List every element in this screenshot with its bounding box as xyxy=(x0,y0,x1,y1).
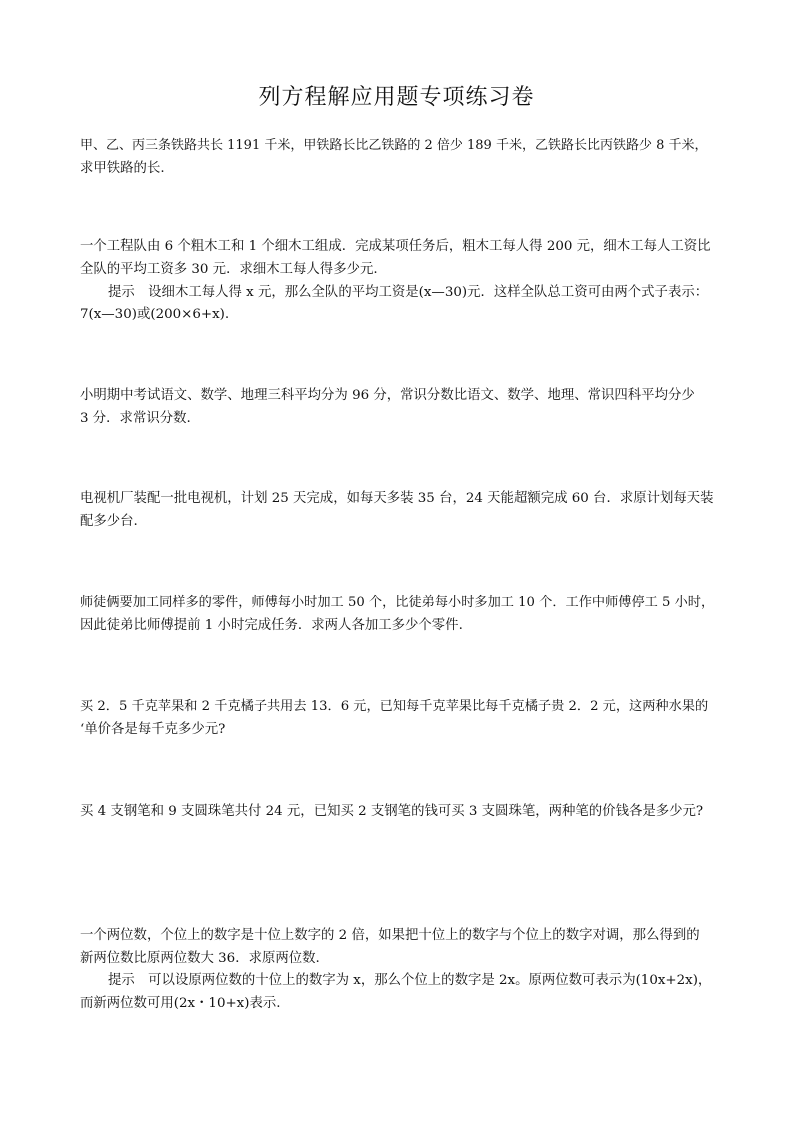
problem-6-line-2: ‘单价各是每千克多少元? xyxy=(80,722,226,737)
problem-4-line-1: 电视机厂装配一批电视机，计划 25 天完成，如每天多装 35 台，24 天能超额完成 60 台．求原计划每天装 xyxy=(80,491,714,506)
problem-8-hint-line-1: 提示 可以设原两位数的十位上的数字为 x，那么个位上的数字是 2x。原两位数可表示为(10x+2x)， xyxy=(108,973,712,988)
problem-4-line-2: 配多少台. xyxy=(80,514,138,529)
problem-8-hint-line-2: 而新两位数可用(2x・10+x)表示. xyxy=(80,996,281,1011)
problem-2-line-1: 一个工程队由 6 个粗木工和 1 个细木工组成．完成某项任务后，粗木工每人得 200 元，细木工每人工资比 xyxy=(80,239,711,254)
problem-5-line-1: 师徒俩要加工同样多的零件，师傅每小时加工 50 个，比徒弟每小时多加工 10 个．工作中师傅停工 5 小时， xyxy=(80,595,715,610)
problem-1-line-1: 甲、乙、丙三条铁路共长 1191 千米，甲铁路长比乙铁路的 2 倍少 189 千米，乙铁路长比丙铁路少 8 千米， xyxy=(80,138,708,153)
problem-3-line-1: 小明期中考试语文、数学、地理三科平均分为 96 分，常识分数比语文、数学、地理、常识四科平均分少 xyxy=(80,388,695,403)
problem-5-line-2: 因此徒弟比师傅提前 1 小时完成任务．求两人各加工多少个零件. xyxy=(80,618,463,633)
problem-1-line-2: 求甲铁路的长. xyxy=(80,161,165,176)
problem-3-line-2: 3 分．求常识分数. xyxy=(80,411,191,426)
problem-7-line-1: 买 4 支钢笔和 9 支圆珠笔共付 24 元，已知买 2 支钢笔的钱可买 3 支圆珠笔，两种笔的价钱各是多少元? xyxy=(80,804,704,819)
problem-8-line-2: 新两位数比原两位数大 36．求原两位数. xyxy=(80,951,320,966)
problem-2-hint-line-2: 7(x—30)或(200×6+x). xyxy=(80,307,230,322)
page-title: 列方程解应用题专项练习卷 xyxy=(258,85,535,110)
problem-8-line-1: 一个两位数，个位上的数字是十位上数字的 2 倍，如果把十位上的数字与个位上的数字对调，那么得到的 xyxy=(80,928,700,943)
problem-2-hint-line-1: 提示 设细木工每人得 x 元，那么全队的平均工资是(x—30)元．这样全队总工资可由两个式子表示： xyxy=(108,285,709,300)
problem-6-line-1: 买 2．5 千克苹果和 2 千克橘子共用去 13．6 元，已知每千克苹果比每千克橘子贵 2．2 元，这两种水果的 xyxy=(80,699,709,714)
problem-2-line-2: 全队的平均工资多 30 元．求细木工每人得多少元. xyxy=(80,262,378,277)
